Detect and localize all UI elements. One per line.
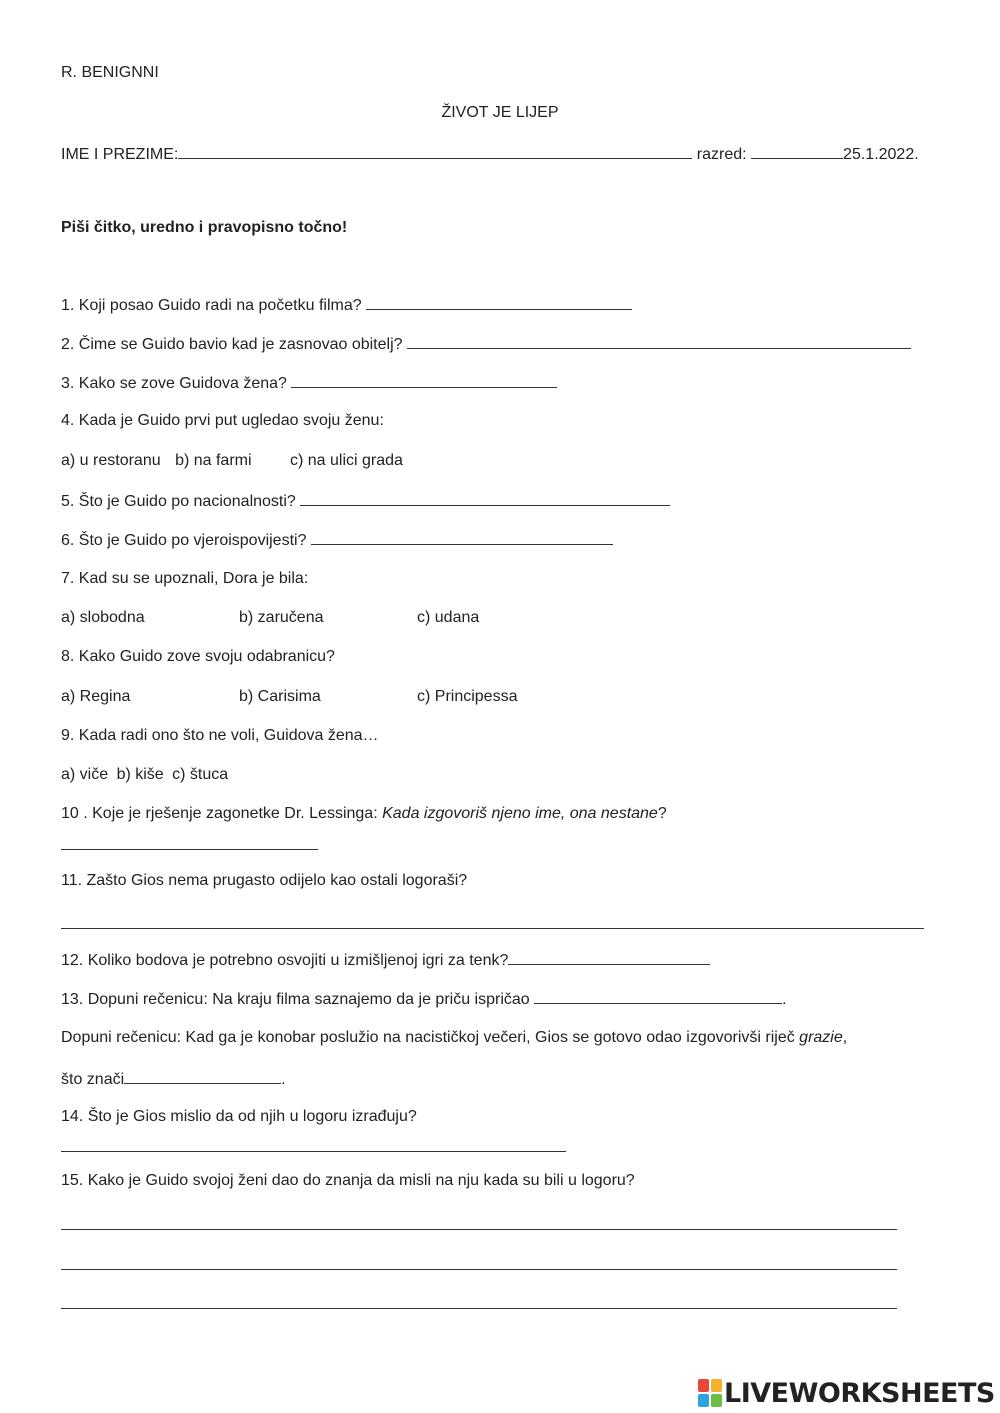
question-1 bbox=[61, 294, 632, 316]
question-10-riddle: Kada izgovoriš njeno ime, ona nestane bbox=[382, 805, 658, 822]
option-9b[interactable]: b) kiše bbox=[116, 766, 164, 783]
answer-10-line[interactable] bbox=[61, 849, 318, 850]
name-label: IME I PREZIME: bbox=[61, 146, 179, 163]
question-2 bbox=[61, 333, 911, 355]
question-1-text: 1. Koji posao Guido radi na početku filma? bbox=[61, 297, 362, 314]
question-8-options bbox=[61, 687, 517, 707]
question-6-text: 6. Što je Guido po vjeroispovijesti? bbox=[61, 532, 307, 549]
answer-15-line-3[interactable] bbox=[61, 1308, 897, 1309]
question-13b-word: grazie bbox=[799, 1029, 843, 1046]
answer-14-line[interactable] bbox=[61, 1151, 566, 1152]
option-4c[interactable]: c) na ulici grada bbox=[289, 452, 403, 469]
question-13c-end: . bbox=[281, 1071, 286, 1088]
question-9-text: 9. Kada radi ono što ne voli, Guidova žena… bbox=[61, 727, 379, 744]
question-9-options bbox=[61, 765, 228, 785]
answer-13c-line[interactable] bbox=[124, 1068, 281, 1084]
answer-11-line[interactable] bbox=[61, 928, 924, 929]
instruction: Piši čitko, uredno i pravopisno točno! bbox=[61, 219, 348, 236]
question-5 bbox=[61, 490, 670, 512]
question-10-text: 10 . Koje je rješenje zagonetke Dr. Lessinga: bbox=[61, 805, 383, 822]
answer-6-line[interactable] bbox=[311, 529, 613, 545]
question-10-end: ? bbox=[657, 805, 667, 822]
option-4a[interactable]: a) u restoranu bbox=[61, 452, 161, 469]
question-7-text: 7. Kad su se upoznali, Dora je bila: bbox=[61, 570, 309, 587]
question-13b bbox=[61, 1028, 847, 1048]
question-11-text: 11. Zašto Gios nema prugasto odijelo kao ostali logoraši? bbox=[61, 872, 468, 889]
liveworksheets-text: LIVEWORKSHEETS bbox=[724, 1377, 995, 1409]
question-12 bbox=[61, 949, 710, 971]
name-input-line[interactable] bbox=[178, 143, 692, 159]
question-3 bbox=[61, 372, 557, 394]
date: 25.1.2022. bbox=[843, 146, 919, 163]
option-7b[interactable]: b) zaručena bbox=[239, 609, 324, 626]
option-9a[interactable]: a) viče bbox=[61, 766, 109, 783]
question-12-text: 12. Koliko bodova je potrebno osvojiti u izmišljenoj igri za tenk? bbox=[61, 952, 509, 969]
question-13b-text: Dopuni rečenicu: Kad ga je konobar poslužio na nacističkoj večeri, Gios se gotovo odao izgovorivši riječ bbox=[61, 1029, 800, 1046]
option-8c[interactable]: c) Principessa bbox=[417, 688, 518, 705]
question-13c-text: što znači bbox=[61, 1071, 125, 1088]
answer-12-line[interactable] bbox=[508, 949, 710, 965]
question-5-text: 5. Što je Guido po nacionalnosti? bbox=[61, 493, 296, 510]
question-13 bbox=[61, 988, 787, 1010]
option-9c[interactable]: c) štuca bbox=[172, 766, 229, 783]
answer-3-line[interactable] bbox=[291, 372, 557, 388]
option-8a[interactable]: a) Regina bbox=[61, 688, 131, 705]
answer-1-line[interactable] bbox=[366, 294, 632, 310]
option-7c[interactable]: c) udana bbox=[417, 609, 480, 626]
question-2-text: 2. Čime se Guido bavio kad je zasnovao obitelj? bbox=[61, 336, 403, 353]
question-4-text: 4. Kada je Guido prvi put ugledao svoju ženu: bbox=[61, 412, 384, 429]
class-input-line[interactable] bbox=[751, 143, 843, 159]
question-13c bbox=[61, 1068, 286, 1090]
question-6 bbox=[61, 529, 613, 551]
answer-13-line[interactable] bbox=[534, 988, 782, 1004]
question-13b-end: , bbox=[842, 1029, 848, 1046]
question-4-options bbox=[61, 451, 403, 471]
option-7a[interactable]: a) slobodna bbox=[61, 609, 145, 626]
question-7-options bbox=[61, 608, 479, 628]
option-4b[interactable]: b) na farmi bbox=[175, 452, 252, 469]
page-title: ŽIVOT JE LIJEP bbox=[441, 104, 559, 121]
answer-15-line-2[interactable] bbox=[61, 1269, 897, 1270]
question-8-text: 8. Kako Guido zove svoju odabranicu? bbox=[61, 648, 335, 665]
question-14-text: 14. Što je Gios mislio da od njih u logoru izrađuju? bbox=[61, 1108, 417, 1125]
question-13-text: 13. Dopuni rečenicu: Na kraju filma saznajemo da je priču ispričao bbox=[61, 991, 530, 1008]
answer-5-line[interactable] bbox=[300, 490, 670, 506]
class-label: razred: bbox=[696, 146, 747, 163]
liveworksheets-logo bbox=[698, 1378, 995, 1408]
name-line bbox=[61, 143, 919, 165]
question-15-text: 15. Kako je Guido svojoj ženi dao do znanja da misli na nju kada su bili u logoru? bbox=[61, 1172, 635, 1189]
question-10 bbox=[61, 804, 667, 824]
option-8b[interactable]: b) Carisima bbox=[239, 688, 321, 705]
liveworksheets-icon bbox=[698, 1379, 722, 1407]
answer-2-line[interactable] bbox=[407, 333, 911, 349]
author: R. BENIGNNI bbox=[61, 64, 159, 81]
question-3-text: 3. Kako se zove Guidova žena? bbox=[61, 375, 287, 392]
answer-15-line-1[interactable] bbox=[61, 1229, 897, 1230]
question-13-end: . bbox=[782, 991, 787, 1008]
